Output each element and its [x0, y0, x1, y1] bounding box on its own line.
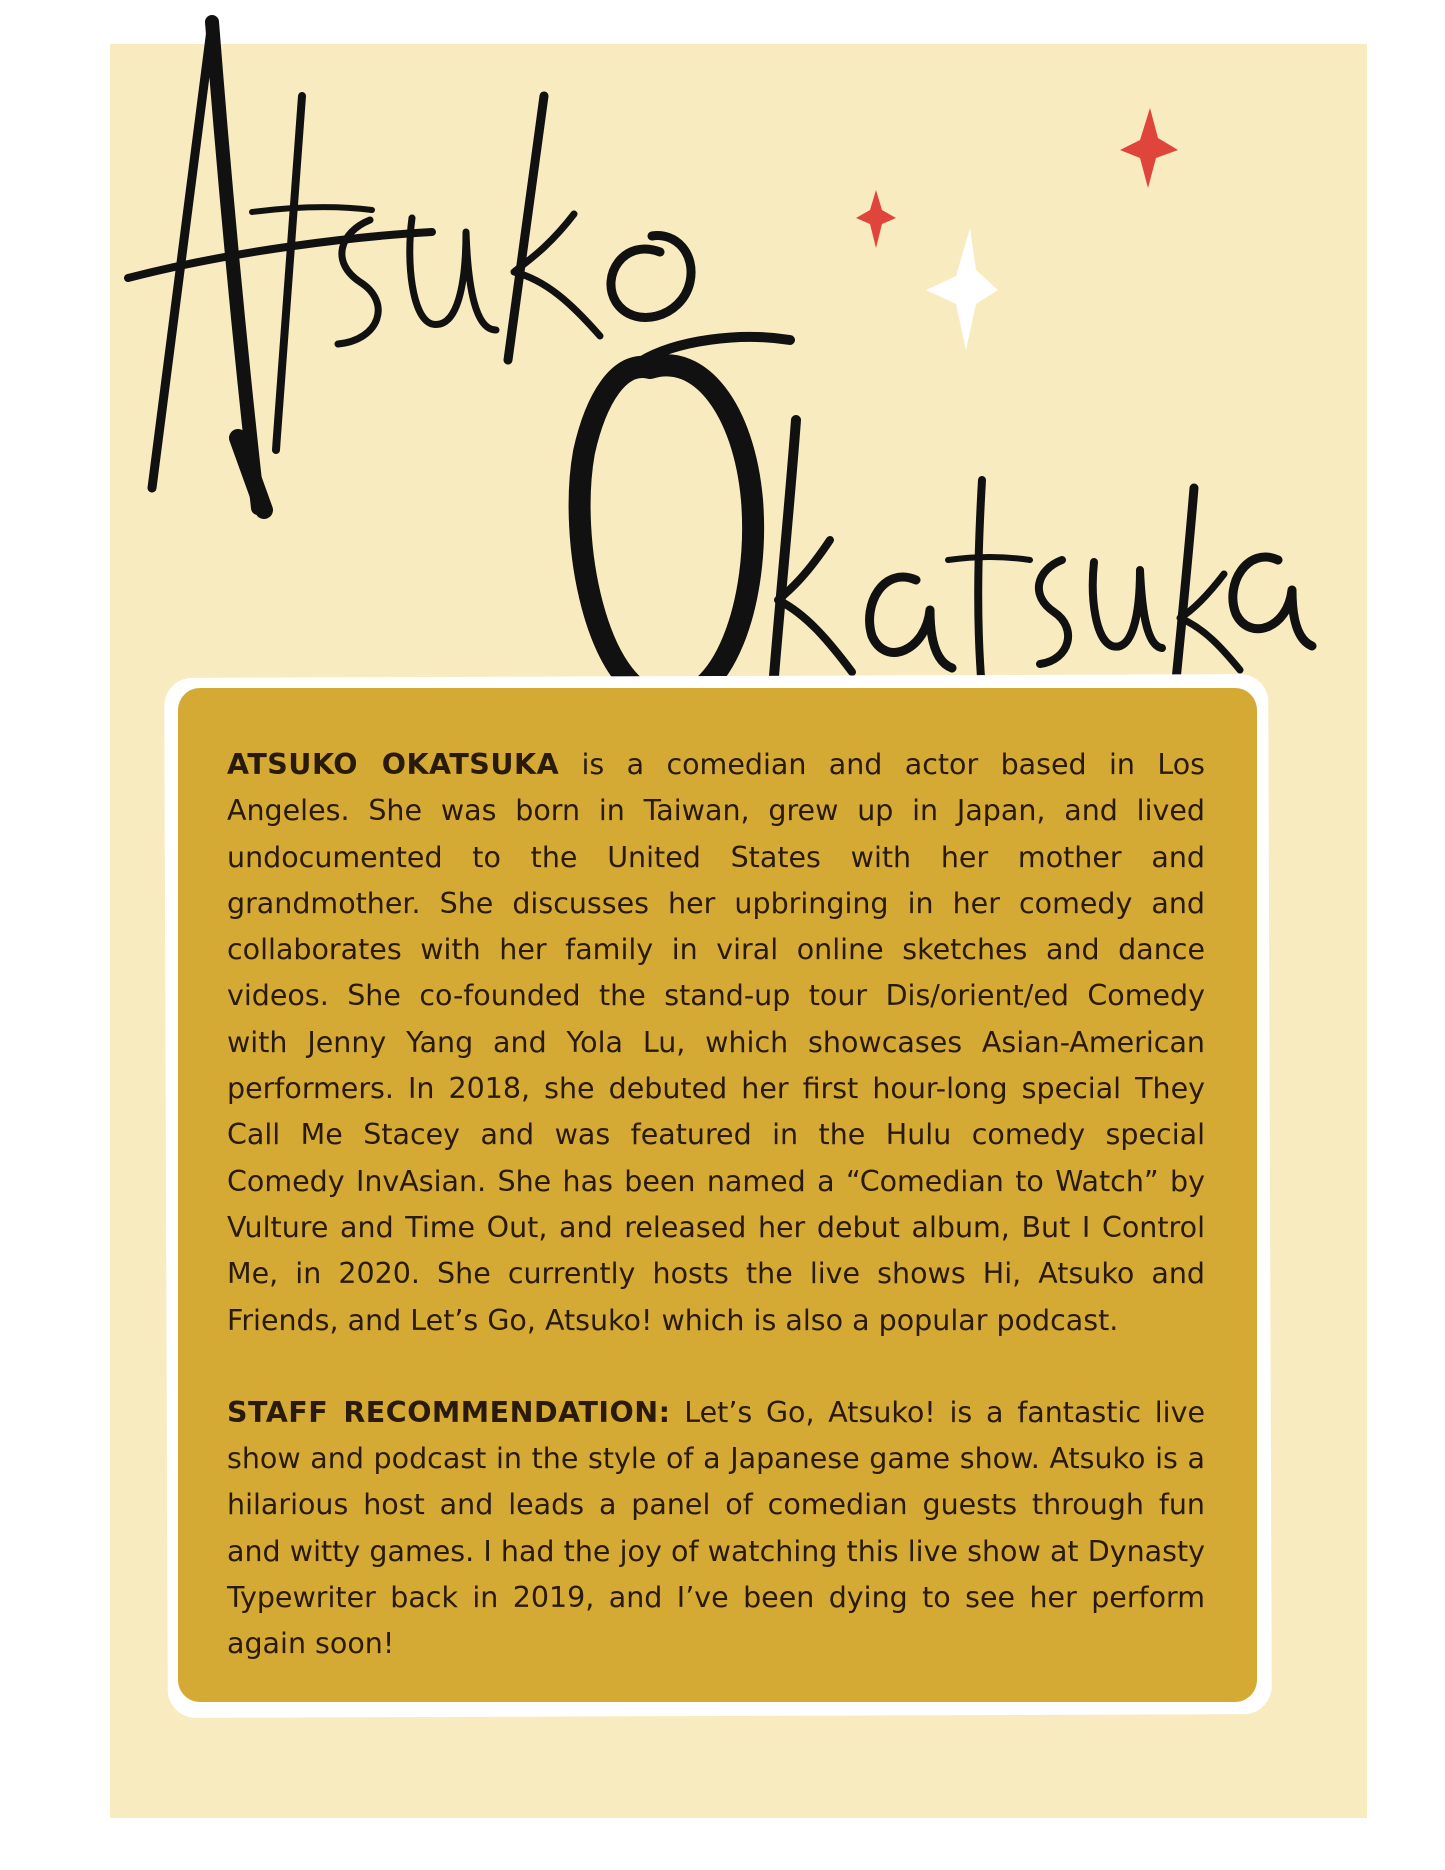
- recommendation-lead: STAFF RECOMMENDATION:: [227, 1395, 671, 1429]
- bio-lead: ATSUKO OKATSUKA: [227, 748, 560, 781]
- bio-text: is a comedian and actor based in Los Angeles. She was born in Taiwan, grew up in Japan, and lived undocumented to the United States with her mother and grandmother. She discusses her upbringing in her comedy and collaborates with her family in viral online sketches and dance videos. She co-founded the stand-up tour Dis/orient/ed Comedy with Jenny Yang and Yola Lu, which showcases Asian-American performers. In 2018, she debuted her first hour-long special They Call Me Stacey and was featured in the Hulu comedy special Comedy InvAsian. She has been named a “Comedian to Watch” by Vulture and Time Out, and released her debut album, But I Control Me, in 2020. She currently hosts the live shows Hi, Atsuko and Friends, and Let’s Go, Atsuko! which is also a popular podcast.: [227, 748, 1205, 1337]
- card-text: [227, 742, 1205, 1668]
- recommendation-text: Let’s Go, Atsuko! is a fantastic live show and podcast in the style of a Japanese game show. Atsuko is a hilarious host and leads a panel of comedian guests through fun and witty games. I had the joy of watching this live show at Dynasty Typewriter back in 2019, and I’ve been dying to see her perform again soon!: [227, 1395, 1205, 1661]
- recommendation-paragraph: [227, 1390, 1205, 1668]
- paragraph-gap: [227, 1344, 1205, 1390]
- bio-paragraph: [227, 742, 1205, 1344]
